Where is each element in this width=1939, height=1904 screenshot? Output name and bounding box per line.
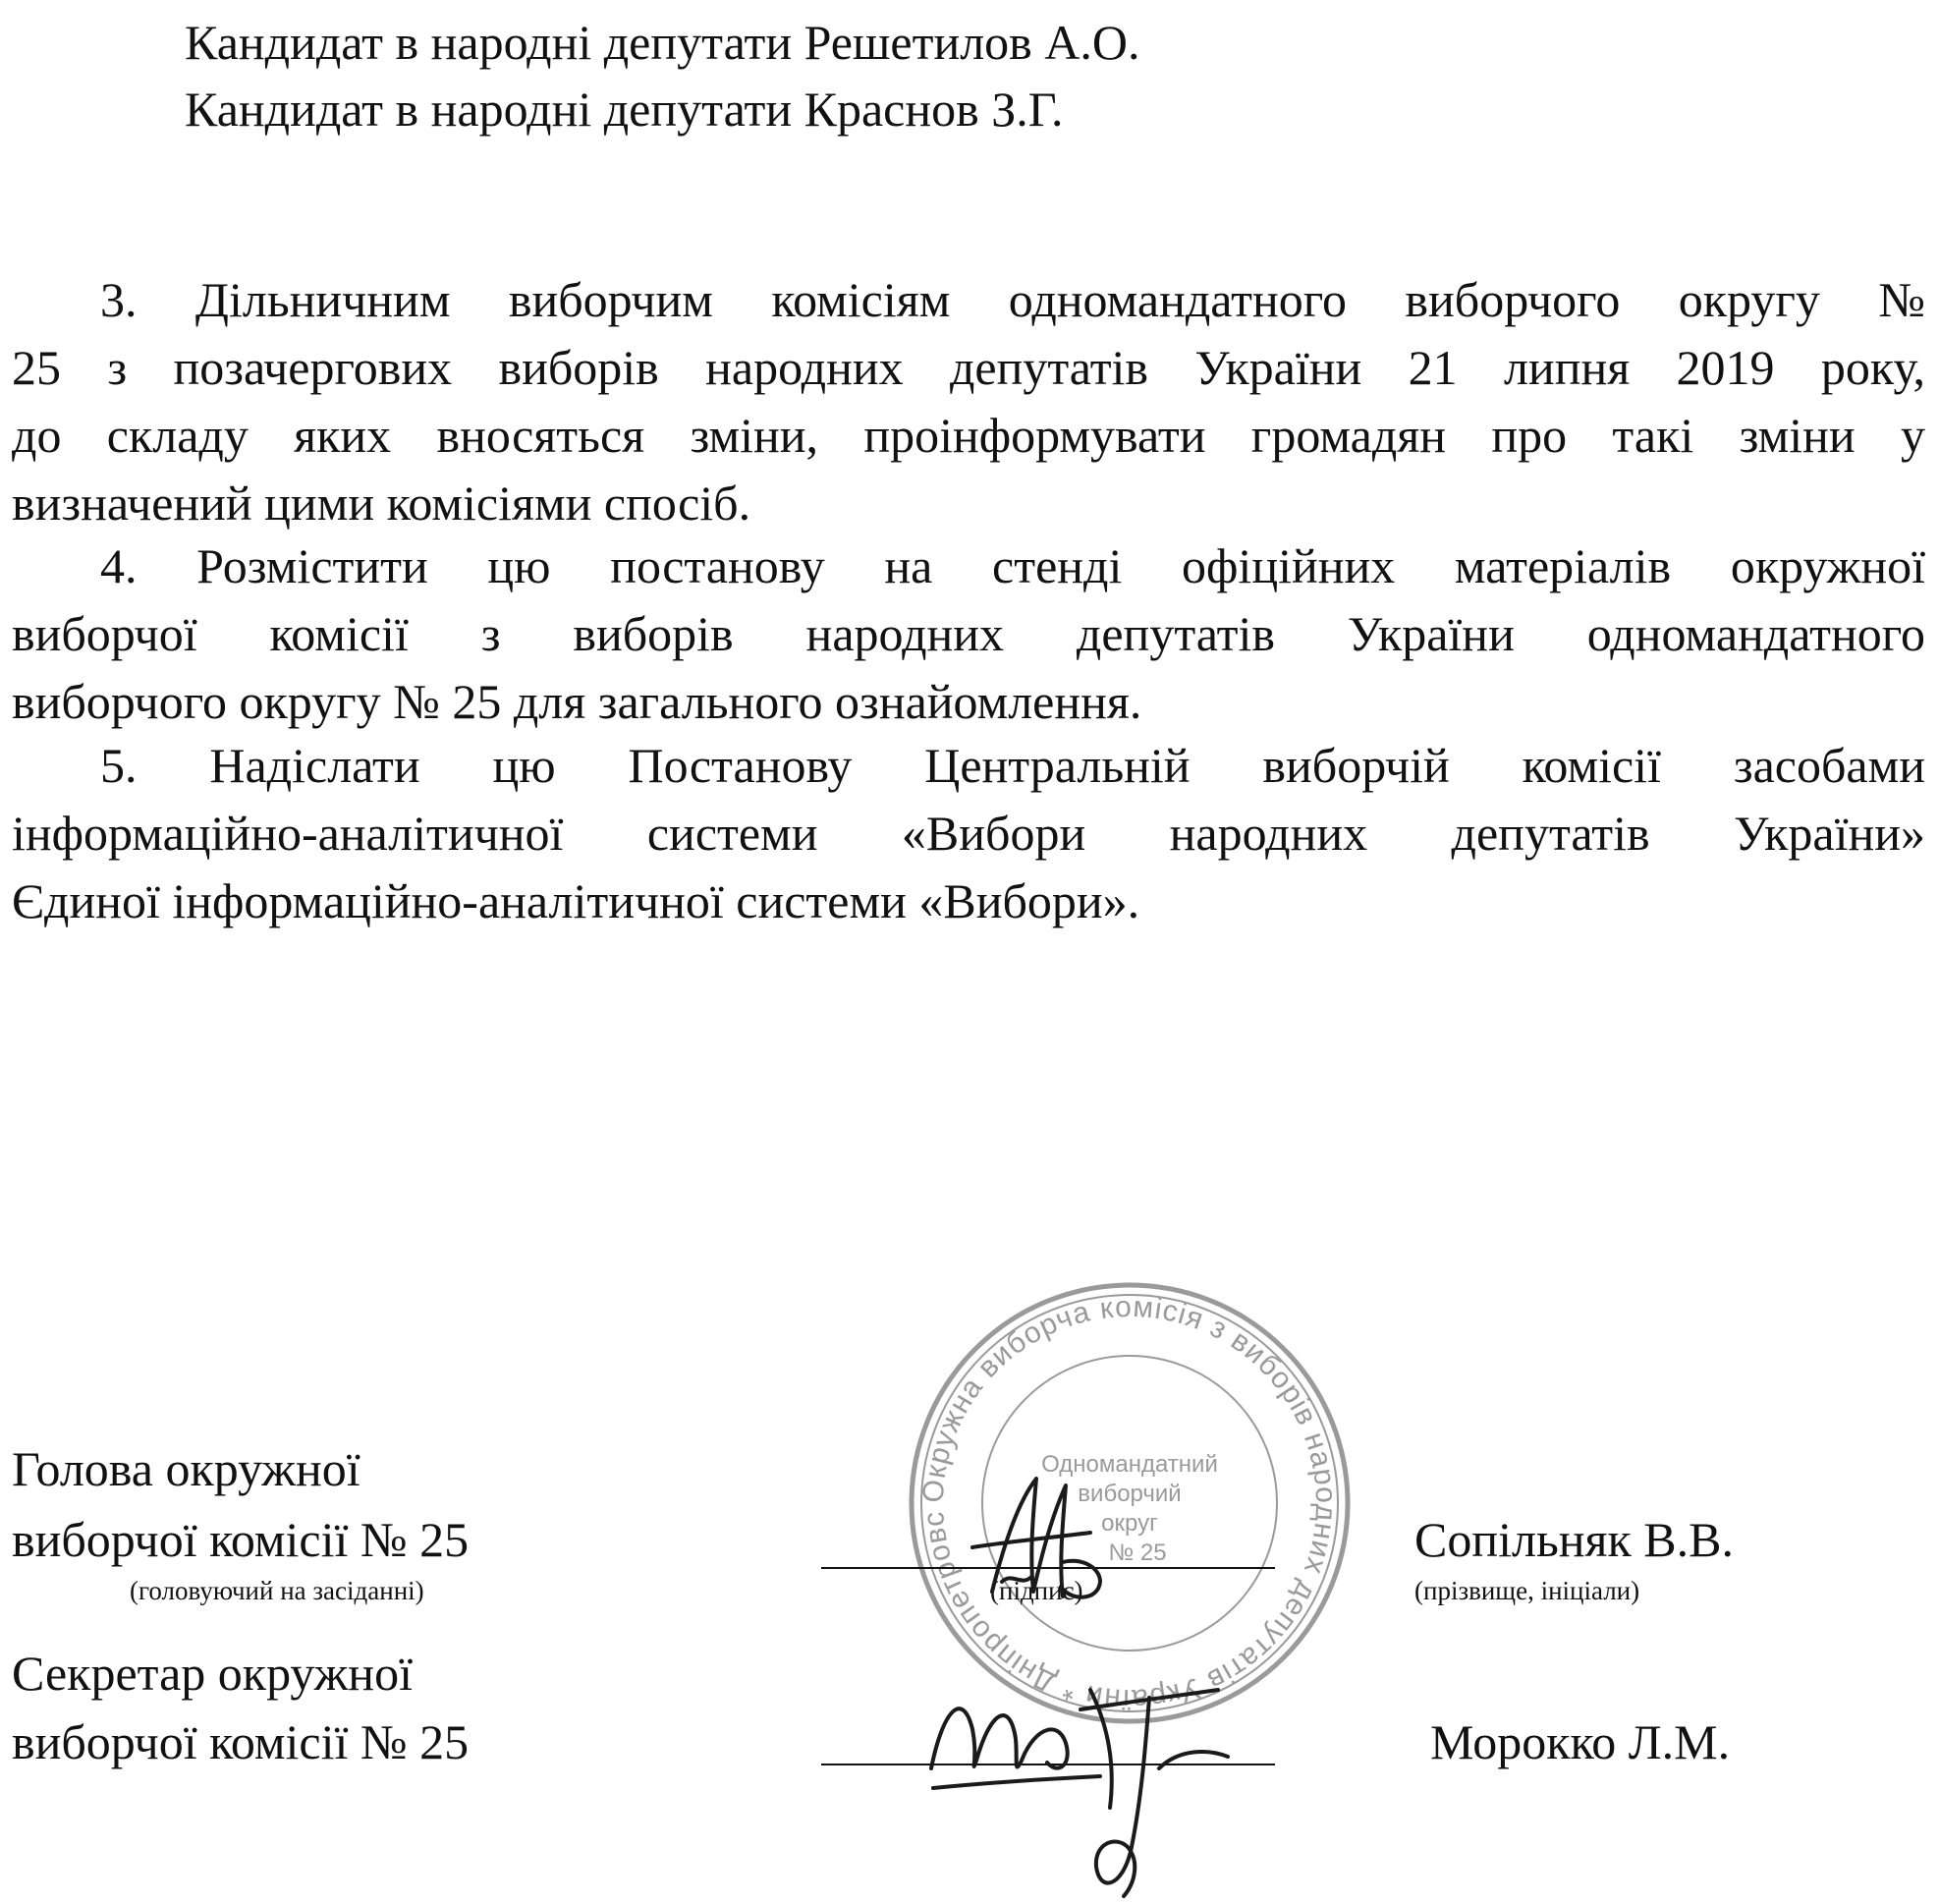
item-4-line-2: виборчої комісії з виборів народних депутатів України одномандатного [12,606,1925,661]
stamp-inner-line-4: № 25 [1108,1540,1167,1566]
item-3-line-4: визначений цими комісіями спосіб. [12,476,751,531]
item-3-line-2: 25 з позачергових виборів народних депутатів України 21 липня 2019 року, [12,340,1925,395]
head-title-line-2: виборчої комісії № 25 [12,1512,470,1567]
head-handwritten-signature [943,1464,1169,1621]
secretary-handwritten-signature [914,1651,1287,1904]
item-5-line-3: Єдиної інформаційно-аналітичної системи «Вибори». [12,873,1140,928]
secretary-title-line-2: виборчої комісії № 25 [12,1714,470,1769]
stamp-outer-text: Окружна виборча комісія з виборів народних депутатів України * Дніпропетровська область * [894,1252,1343,1716]
stamp-inner-line-2: виборчий [1078,1481,1182,1507]
item-5-line-2: інформаційно-аналітичної системи «Вибори народних депутатів України» [12,806,1925,861]
candidate-line-2: Кандидат в народні депутати Краснов З.Г. [185,82,1064,137]
head-role-note: (головуючий на засіданні) [130,1576,424,1605]
item-4-line-1: 4. Розмістити цю постанову на стенді офіційних матеріалів окружної [100,538,1925,593]
item-4-line-3: виборчого округу № 25 для загального ознайомлення. [12,674,1142,729]
candidate-line-1: Кандидат в народні депутати Решетилов А.О. [185,15,1140,70]
stamp-inner-line-1: Одномандатний [1041,1451,1218,1478]
stamp-inner-line-3: округ [1101,1510,1158,1537]
item-3-line-1: 3. Дільничним виборчим комісіям одномандатного виборчого округу № [100,272,1925,327]
secretary-title-line-1: Секретар окружної [12,1646,413,1701]
item-5-line-1: 5. Надіслати цю Постанову Центральній виборчій комісії засобами [100,738,1925,793]
head-signature-label: (підпис) [990,1576,1083,1605]
head-title-line-1: Голова окружної [12,1441,360,1496]
head-name: Сопільняк В.В. [1414,1512,1734,1567]
head-name-label: (прізвище, ініціали) [1414,1576,1640,1605]
item-3-line-3: до складу яких вносяться зміни, проінформувати громадян про такі зміни у [12,408,1925,463]
secretary-name: Морокко Л.М. [1430,1714,1731,1769]
